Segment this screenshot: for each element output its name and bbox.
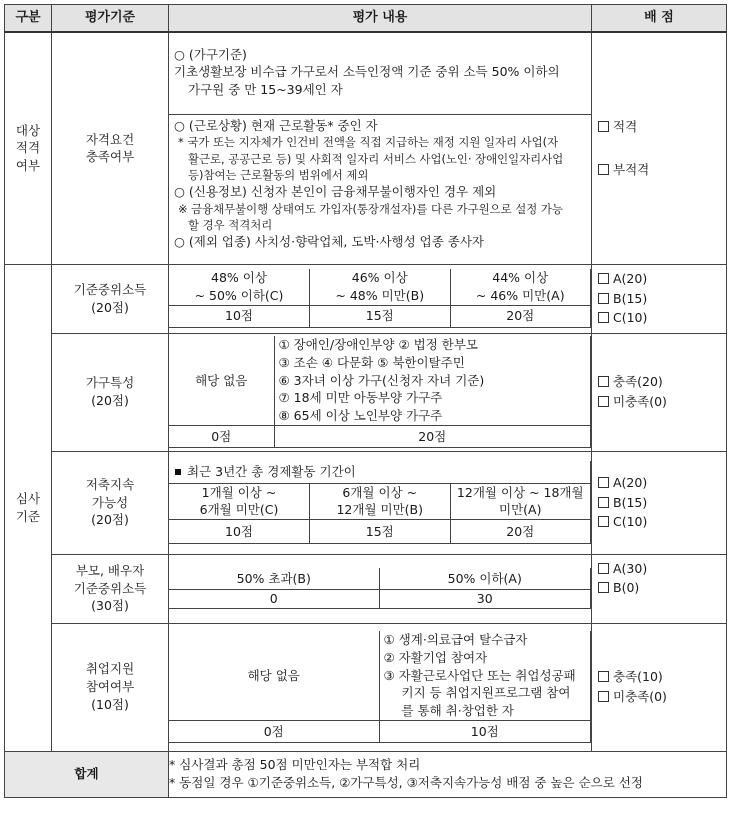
- income-range-b: 46% 이상 ~ 48% 미만(B): [310, 269, 451, 305]
- savings-score: [592, 451, 727, 554]
- bullet-icon: [175, 469, 181, 475]
- employment-none: 해당 없음: [169, 631, 379, 720]
- savings-score-b: 15점: [310, 520, 451, 544]
- income-score: [592, 264, 727, 333]
- checkbox-icon: [598, 293, 609, 304]
- checkbox-savings-a[interactable]: A(20): [592, 473, 726, 493]
- income-score-b: 15점: [310, 305, 451, 327]
- household-none: 해당 없음: [169, 336, 274, 425]
- evaluation-table: [4, 4, 727, 798]
- employment-score-none: 0점: [169, 720, 379, 742]
- employment-criteria: 취업지원 참여여부 (10점): [52, 623, 169, 751]
- total-label: 합계: [5, 751, 169, 797]
- checkbox-income-c[interactable]: C(10): [592, 308, 726, 328]
- household-grid: [169, 336, 591, 448]
- parents-score: [592, 554, 727, 623]
- income-grid: [169, 269, 591, 328]
- savings-score-a: 20점: [450, 520, 591, 544]
- total-row: [5, 751, 727, 797]
- checkbox-icon: [598, 121, 609, 132]
- parents-content: [169, 554, 592, 623]
- household-criteria: 가구특성 (20점): [52, 333, 169, 451]
- income-range-c: 48% 이상 ~ 50% 이하(C): [169, 269, 310, 305]
- eligibility-criteria: 자격요건 충족여부: [52, 32, 169, 264]
- checkbox-household-unmet[interactable]: 미충족(0): [592, 392, 726, 412]
- employment-items: ① 생계·의료급여 탈수급자 ② 자활기업 참여자 ③ 자활근로사업단 또는 취업성공패 키지 등 취업지원프로그램 참여 를 통해 취·창업한 자: [379, 631, 591, 720]
- parents-range-b: 50% 초과(B): [169, 568, 379, 590]
- income-score-c: 10점: [169, 305, 310, 327]
- savings-grid: [169, 461, 591, 544]
- checkbox-icon: [598, 691, 609, 702]
- employment-score-items: 10점: [379, 720, 591, 742]
- employment-score: [592, 623, 727, 751]
- household-score: [592, 333, 727, 451]
- header-row: [5, 5, 727, 33]
- savings-range-a: 12개월 이상 ~ 18개월 미만(A): [450, 483, 591, 520]
- savings-header: 최근 3년간 총 경제활동 기간이: [169, 461, 591, 483]
- income-range-a: 44% 이상 ~ 46% 미만(A): [450, 269, 591, 305]
- checkbox-icon: [598, 312, 609, 323]
- savings-range-b: 6개월 이상 ~ 12개월 미만(B): [310, 483, 451, 520]
- household-items: ① 장애인/장애인부양 ② 법정 한부모 ③ 조손 ④ 다문화 ⑤ 북한이탈주민 ⑥ 3자녀 이상 가구(신청자 자녀 기준) ⑦ 18세 미만 아동부양 가구주 ⑧ 65세 이상 노인부양 가구주: [274, 336, 591, 425]
- savings-criteria: 저축지속 가능성 (20점): [52, 451, 169, 554]
- header-criteria: 평가기준: [52, 5, 169, 33]
- checkbox-parents-b[interactable]: B(0): [592, 578, 726, 598]
- employment-row: [5, 623, 727, 751]
- parents-range-a: 50% 이하(A): [379, 568, 591, 590]
- checkbox-icon: [598, 497, 609, 508]
- checkbox-icon: [598, 671, 609, 682]
- parents-row: [5, 554, 727, 623]
- savings-score-c: 10점: [169, 520, 310, 544]
- household-content: [169, 333, 592, 451]
- total-notes: * 심사결과 총점 50점 미만인자는 부적합 처리 * 동점일 경우 ①기준중위소득, ②가구특성, ③저축지속가능성 배점 중 높은 순으로 선정: [169, 751, 727, 797]
- employment-grid: [169, 631, 591, 743]
- parents-grid: [169, 568, 591, 609]
- savings-range-c: 1개월 이상 ~ 6개월 미만(C): [169, 483, 310, 520]
- parents-score-a: 30: [379, 590, 591, 609]
- checkbox-icon: [598, 376, 609, 387]
- review-category: 심사 기준: [5, 264, 52, 751]
- checkbox-icon: [598, 164, 609, 175]
- eligibility-content: [169, 32, 592, 264]
- checkbox-icon: [598, 396, 609, 407]
- checkbox-icon: [598, 516, 609, 527]
- checkbox-icon: [598, 582, 609, 593]
- header-category: 구분: [5, 5, 52, 33]
- header-content: 평가 내용: [169, 5, 592, 33]
- household-score-none: 0점: [169, 425, 274, 447]
- checkbox-eligible[interactable]: 적격: [592, 117, 726, 137]
- parents-score-b: 0: [169, 590, 379, 609]
- income-criteria: 기준중위소득 (20점): [52, 264, 169, 333]
- checkbox-income-b[interactable]: B(15): [592, 289, 726, 309]
- household-criterion-block: ○ (가구기준) 기초생활보장 비수급 가구로서 소득인정액 기준 중위 소득 50% 이하의 가구원 중 만 15~39세인 자: [174, 46, 560, 98]
- parents-criteria: 부모, 배우자 기준중위소득 (30점): [52, 554, 169, 623]
- work-credit-criterion-block: ○ (근로상황) 현재 근로활동* 중인 자 * 국가 또는 지자체가 인건비 전액을 직접 지급하는 재정 지원 일자리 사업(자 활근로, 공공근로 등) 및 사회적 일자리 서비스 사업(노인· 장애인일자리사업 등)참여는 근로활동의 범위에서 제외 ○ (신용정보) 신청자 본인이 금융채무불이행자인 경우 제외 ※ 금융채무불이행 상태여도 가입자(통장개설자)를 다른 가구원으로 설정 가능 할 경우 적격처리 ○ (제외 업종) 사치성·향락업체, 도박·사행성 업종 종사자: [169, 114, 591, 253]
- employment-content: [169, 623, 592, 751]
- income-score-a: 20점: [450, 305, 591, 327]
- income-row: [5, 264, 727, 333]
- checkbox-icon: [598, 563, 609, 574]
- eligibility-row: [5, 32, 727, 264]
- eligibility-score: [592, 32, 727, 264]
- checkbox-icon: [598, 273, 609, 284]
- checkbox-icon: [598, 477, 609, 488]
- checkbox-savings-c[interactable]: C(10): [592, 512, 726, 532]
- checkbox-employment-met[interactable]: 충족(10): [592, 667, 726, 687]
- header-score: 배 점: [592, 5, 727, 33]
- checkbox-parents-a[interactable]: A(30): [592, 559, 726, 579]
- checkbox-employment-unmet[interactable]: 미충족(0): [592, 687, 726, 707]
- savings-row: [5, 451, 727, 554]
- checkbox-income-a[interactable]: A(20): [592, 269, 726, 289]
- income-content: [169, 264, 592, 333]
- checkbox-ineligible[interactable]: 부적격: [592, 160, 726, 180]
- checkbox-household-met[interactable]: 충족(20): [592, 372, 726, 392]
- savings-content: [169, 451, 592, 554]
- household-score-items: 20점: [274, 425, 591, 447]
- eligibility-category: 대상 적격 여부: [5, 32, 52, 264]
- household-row: [5, 333, 727, 451]
- checkbox-savings-b[interactable]: B(15): [592, 493, 726, 513]
